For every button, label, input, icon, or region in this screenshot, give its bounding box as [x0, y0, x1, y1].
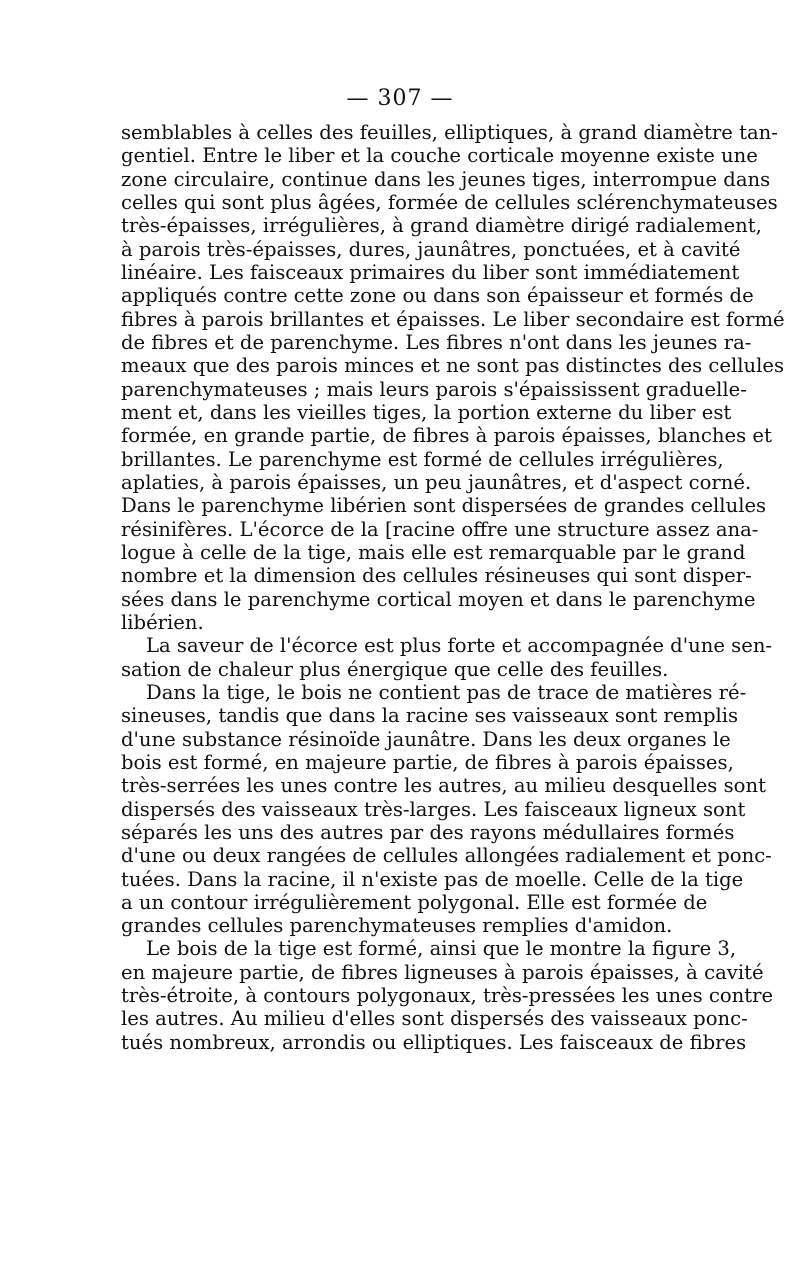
text-line: d'une ou deux rangées de cellules allongées radialement et ponc- — [121, 844, 772, 868]
text-line: dispersés des vaisseaux très-larges. Les faisceaux ligneux sont — [121, 797, 746, 821]
text-line: libérien. — [121, 610, 204, 634]
text-line: d'une substance résinoïde jaunâtre. Dans les deux organes le — [121, 727, 731, 751]
text-line: Dans la tige, le bois ne contient pas de trace de matières ré- — [146, 680, 747, 704]
text-line: de fibres et de parenchyme. Les fibres n'ont dans les jeunes ra- — [121, 330, 752, 354]
body-text — [121, 121, 785, 1054]
text-line: résinifères. L'écorce de la [racine offre une structure assez ana- — [121, 517, 759, 541]
text-line: linéaire. Les faisceaux primaires du liber sont immédiatement — [121, 260, 740, 284]
text-line: aplaties, à parois épaisses, un peu jaunâtres, et d'aspect corné. — [121, 470, 752, 494]
text-line: tuées. Dans la racine, il n'existe pas de moelle. Celle de la tige — [121, 867, 744, 891]
text-line: très-épaisses, irrégulières, à grand diamètre dirigé radialement, — [121, 214, 762, 238]
text-line: séparés les uns des autres par des rayons médullaires formés — [121, 820, 735, 844]
text-line: Le bois de la tige est formé, ainsi que le montre la figure 3, — [146, 937, 737, 961]
text-line: bois est formé, en majeure partie, de fibres à parois épaisses, — [121, 750, 734, 774]
text-line: ment et, dans les vieilles tiges, la portion externe du liber est — [121, 400, 732, 424]
text-line: très-étroite, à contours polygonaux, très-pressées les unes contre — [121, 984, 774, 1008]
text-line: zone circulaire, continue dans les jeunes tiges, interrompue dans — [121, 167, 771, 191]
text-line: appliqués contre cette zone ou dans son épaisseur et formés de — [121, 284, 754, 308]
text-line: à parois très-épaisses, dures, jaunâtres, ponctuées, et à cavité — [121, 237, 741, 261]
text-line: grandes cellules parenchymateuses remplies d'amidon. — [121, 914, 673, 938]
page-number: — 307 — — [346, 86, 454, 111]
text-line: sées dans le parenchyme cortical moyen et dans le parenchyme — [121, 587, 756, 611]
text-line: sineuses, tandis que dans la racine ses vaisseaux sont remplis — [121, 704, 739, 728]
text-line: les autres. Au milieu d'elles sont dispersés des vaisseaux ponc- — [121, 1007, 748, 1031]
text-line: formée, en grande partie, de fibres à parois épaisses, blanches et — [121, 424, 772, 448]
text-line: La saveur de l'écorce est plus forte et accompagnée d'une sen- — [146, 634, 773, 658]
text-line: logue à celle de la tige, mais elle est remarquable par le grand — [121, 540, 746, 564]
text-line: celles qui sont plus âgées, formée de cellules sclérenchymateuses — [121, 190, 778, 214]
text-line: sation de chaleur plus énergique que celle des feuilles. — [121, 657, 669, 681]
text-line: gentiel. Entre le liber et la couche corticale moyenne existe une — [121, 144, 758, 168]
text-line: très-serrées les unes contre les autres, au milieu desquelles sont — [121, 774, 766, 798]
text-line: nombre et la dimension des cellules résineuses qui sont disper- — [121, 564, 752, 588]
text-line: a un contour irrégulièrement polygonal. Elle est formée de — [121, 890, 708, 914]
text-line: fibres à parois brillantes et épaisses. Le liber secondaire est formé — [121, 307, 785, 331]
text-line: en majeure partie, de fibres ligneuses à parois épaisses, à cavité — [121, 960, 764, 984]
text-line: semblables à celles des feuilles, elliptiques, à grand diamètre tan- — [121, 121, 778, 144]
text-line: Dans le parenchyme libérien sont dispersées de grandes cellules — [121, 494, 767, 518]
text-line: tués nombreux, arrondis ou elliptiques. Les faisceaux de fibres — [121, 1030, 747, 1054]
text-line: meaux que des parois minces et ne sont pas distinctes des cellules — [121, 354, 785, 378]
text-line: parenchymateuses ; mais leurs parois s'épaississent graduelle- — [121, 377, 747, 401]
text-line: brillantes. Le parenchyme est formé de cellules irrégulières, — [121, 447, 724, 471]
